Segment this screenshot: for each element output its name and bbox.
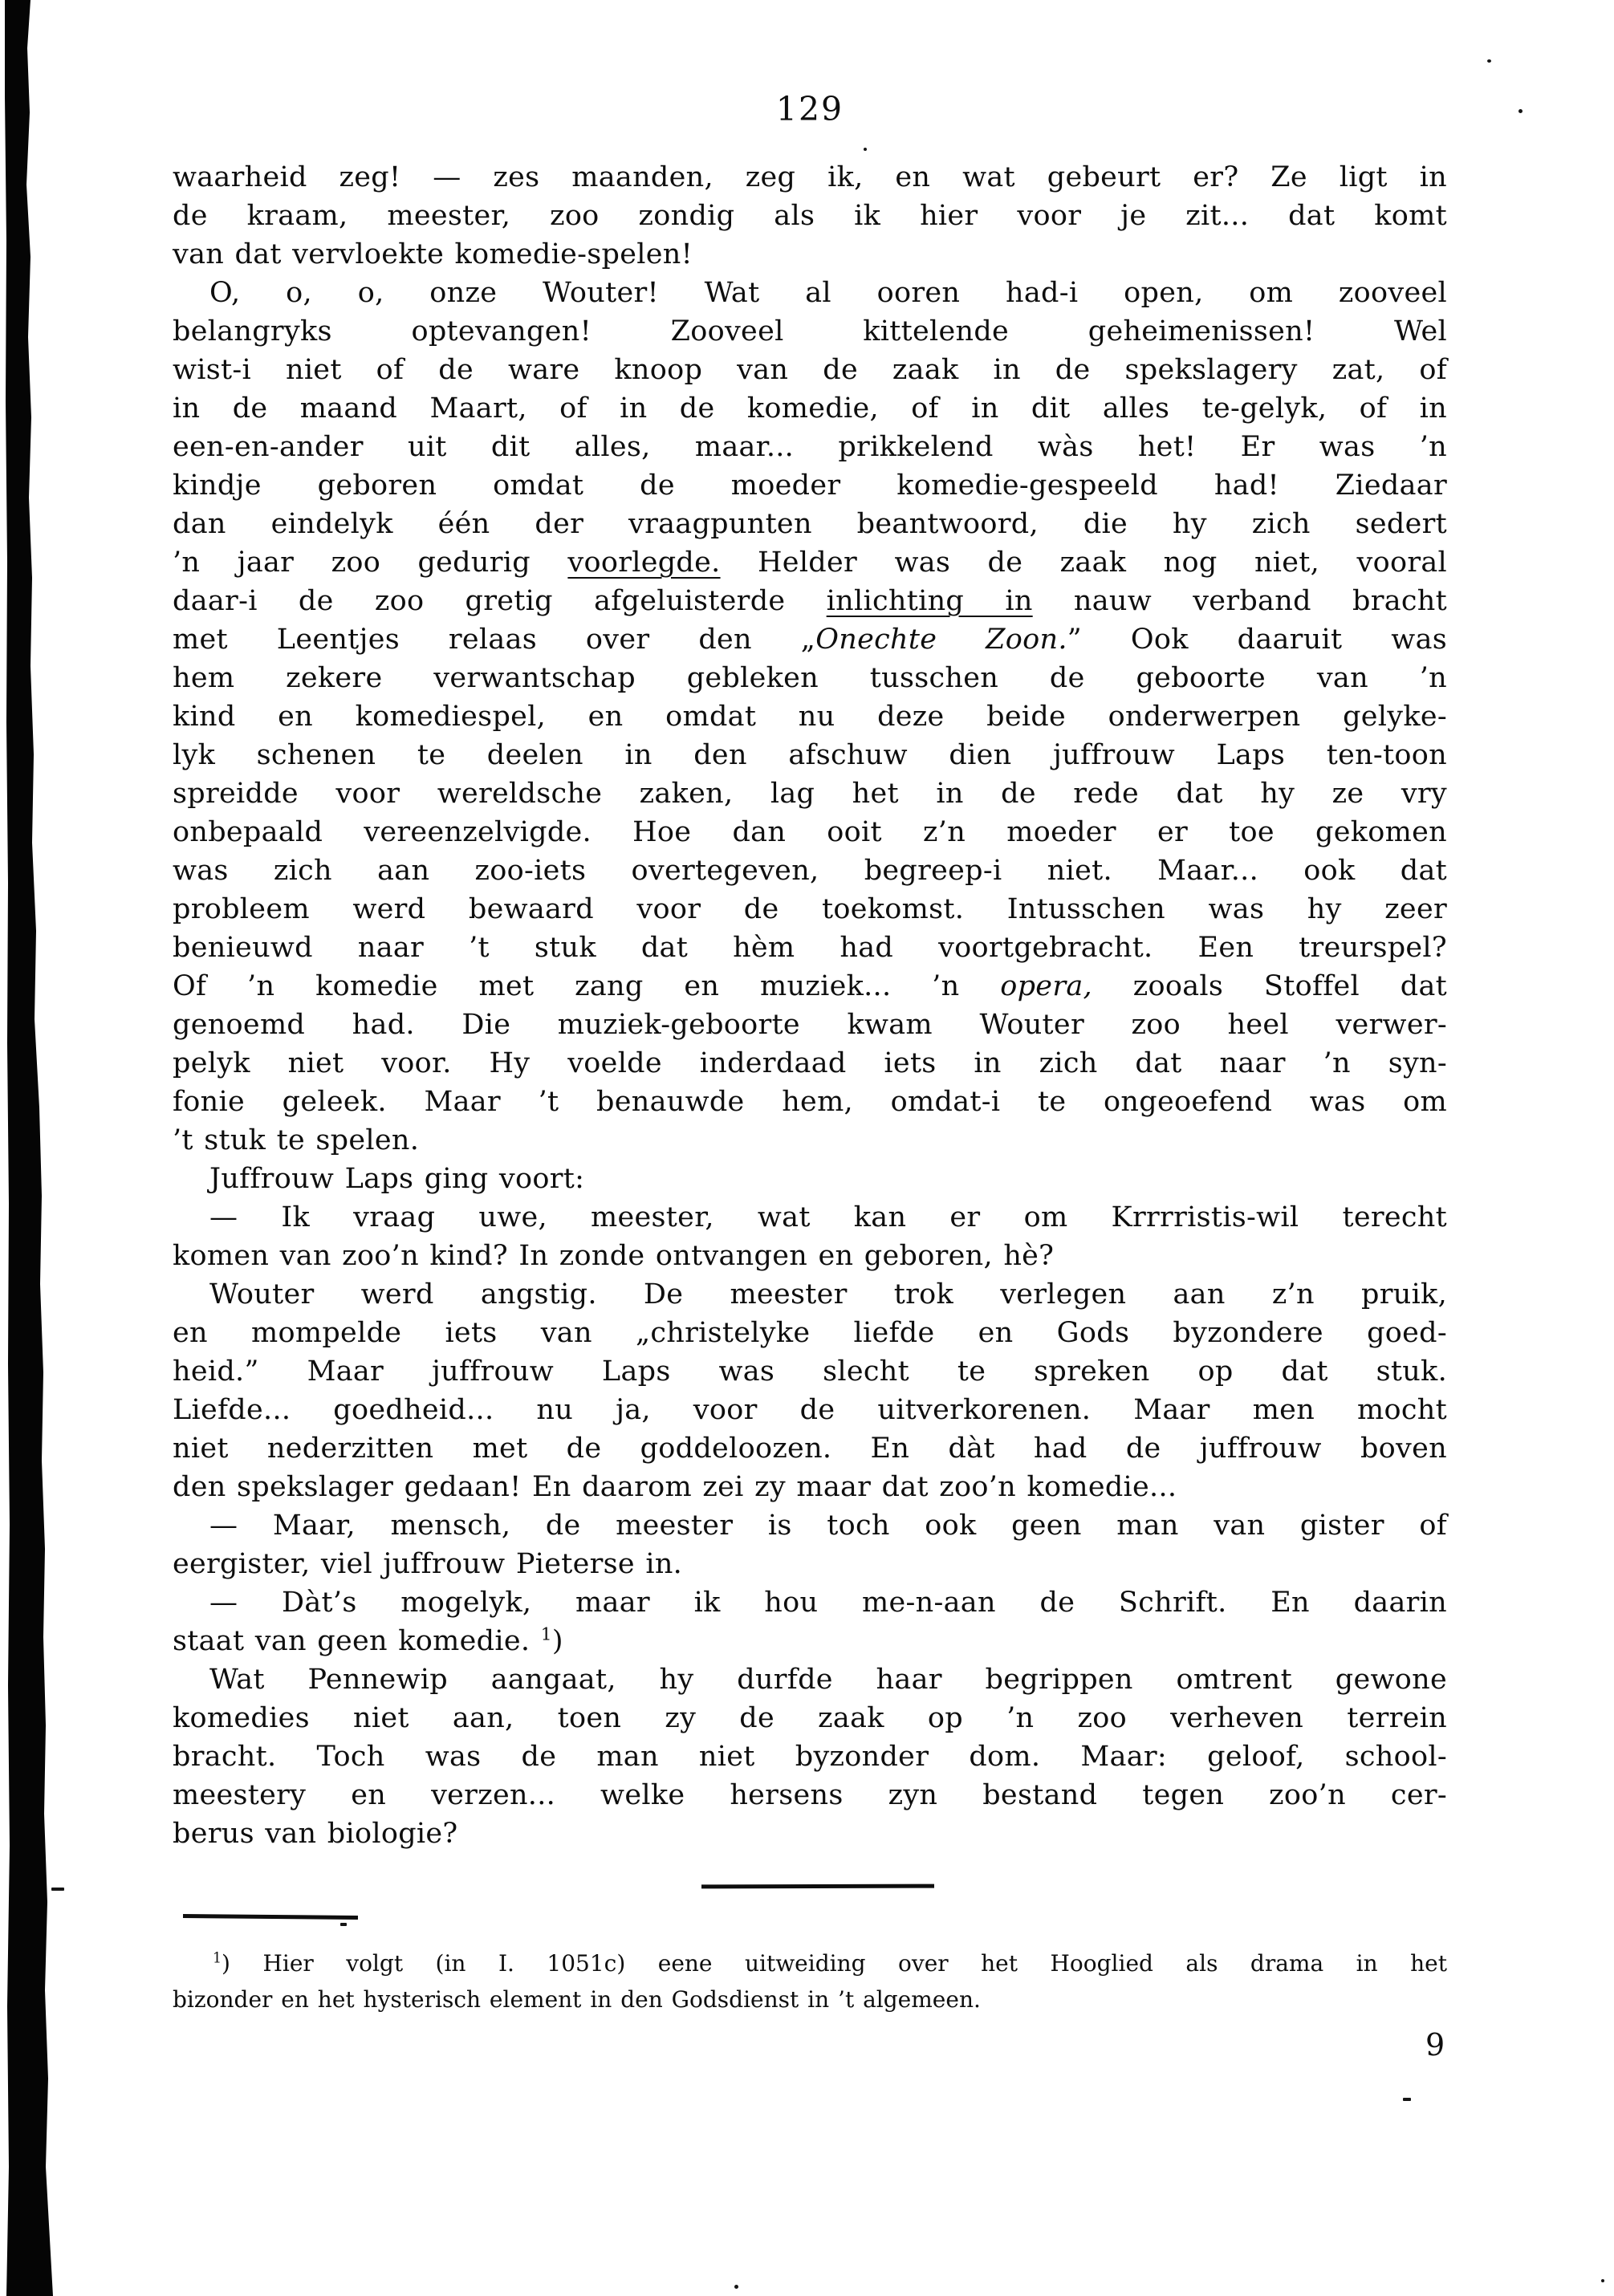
body-text-line: meestery en verzen... welke hersens zyn bestand tegen zoo’n cer- [173, 1779, 1447, 1811]
scan-speck [1518, 109, 1523, 113]
body-text-line: den spekslager gedaan! En daarom zei zy maar dat zoo’n komedie... [173, 1471, 1177, 1503]
scan-speck [1487, 59, 1491, 63]
body-text-line: dan eindelyk één der vraagpunten beantwoord, die hy zich sedert [173, 508, 1447, 540]
scan-speck [734, 2285, 738, 2289]
body-text-line: berus van biologie? [173, 1818, 458, 1850]
body-text-line: Wat Pennewip aangaat, hy durfde haar begrippen omtrent gewone [209, 1664, 1447, 1696]
body-text-line: komen van zoo’n kind? In zonde ontvangen en geboren, hè? [173, 1240, 1055, 1272]
body-text-line: benieuwd naar ’t stuk dat hèm had voortgebracht. Een treurspel? [173, 932, 1447, 964]
footnote-line: $^1$) Hier volgt (in I. 1051c) eene uitweiding over het Hooglied als drama in het [213, 1950, 1447, 1977]
body-text-line: O, o, o, onze Wouter! Wat al ooren had-i open, om zooveel [209, 277, 1447, 309]
page-number: 129 [775, 90, 844, 128]
scan-speck [864, 148, 867, 151]
body-text-line: pelyk niet voor. Hy voelde inderdaad iets in zich dat naar ’n syn- [173, 1047, 1447, 1079]
body-text-line: wist-i niet of de ware knoop van de zaak in de spekslagery zat, of [173, 354, 1447, 386]
body-text-line: een-en-ander uit dit alles, maar... prikkelend wàs het! Er was ’n [173, 431, 1447, 463]
body-text-line: met Leentjes relaas over den „Onechte Zoon.” Ook daaruit was [173, 624, 1447, 656]
signature-mark: 9 [1425, 2027, 1445, 2062]
body-text-line: onbepaald vereenzelvigde. Hoe dan ooit z’n moeder er toe gekomen [173, 816, 1447, 848]
body-text-line: probleem werd bewaard voor de toekomst. Intusschen was hy zeer [173, 893, 1447, 925]
body-text-line: hem zekere verwantschap gebleken tusschen de geboorte van ’n [173, 662, 1447, 694]
body-text-line: was zich aan zoo-iets overtegeven, begreep-i niet. Maar... ook dat [173, 855, 1447, 887]
body-text-line: en mompelde iets van „christelyke liefde en Gods byzondere goed- [173, 1317, 1447, 1349]
section-divider-rule [701, 1884, 934, 1889]
scan-gutter-shadow [0, 0, 64, 2296]
body-text-line: daar-i de zoo gretig afgeluisterde inlichting in nauw verband bracht [173, 585, 1447, 617]
body-text-line: in de maand Maart, of in de komedie, of in dit alles te-gelyk, of in [173, 392, 1447, 425]
body-text-line: waarheid zeg! — zes maanden, zeg ik, en wat gebeurt er? Ze ligt in [173, 161, 1447, 193]
body-text-line: eergister, viel juffrouw Pieterse in. [173, 1548, 683, 1580]
body-text-line: Wouter werd angstig. De meester trok verlegen aan z’n pruik, [209, 1278, 1447, 1311]
body-text-line: niet nederzitten met de goddeloozen. En dàt had de juffrouw boven [173, 1432, 1447, 1465]
body-text [173, 158, 1447, 1853]
body-text-line: komedies niet aan, toen zy de zaak op ’n zoo verheven terrein [173, 1702, 1447, 1734]
footnote-divider-rule [183, 1914, 358, 1920]
scan-speck [51, 1888, 64, 1891]
body-text-line: ’n jaar zoo gedurig voorlegde. Helder was de zaak nog niet, vooral [173, 547, 1448, 579]
body-text-line: — Dàt’s mogelyk, maar ik hou me-n-aan de Schrift. En daarin [209, 1587, 1447, 1619]
body-text-line: ’t stuk te spelen. [173, 1124, 420, 1156]
footnote-line: bizonder en het hysterisch element in den Godsdienst in ’t algemeen. [173, 1986, 981, 2013]
body-text-line: van dat vervloekte komedie-spelen! [173, 238, 693, 270]
body-text-line: — Ik vraag uwe, meester, wat kan er om Krrrristis-wil terecht [209, 1201, 1447, 1233]
body-text-line: genoemd had. Die muziek-geboorte kwam Wouter zoo heel verwer- [173, 1009, 1447, 1041]
body-text-line: heid.” Maar juffrouw Laps was slecht te spreken op dat stuk. [173, 1355, 1447, 1388]
body-text-line: Liefde... goedheid... nu ja, voor de uitverkorenen. Maar men mocht [173, 1394, 1447, 1426]
body-text-line: fonie geleek. Maar ’t benauwde hem, omdat-i te ongeoefend was om [173, 1086, 1447, 1118]
body-text-line: bracht. Toch was de man niet byzonder dom. Maar: geloof, school- [173, 1741, 1447, 1773]
body-text-line: — Maar, mensch, de meester is toch ook geen man van gister of [209, 1510, 1447, 1542]
body-text-line: lyk schenen te deelen in den afschuw dien juffrouw Laps ten-toon [173, 739, 1447, 771]
body-text-line: belangryks optevangen! Zooveel kittelende geheimenissen! Wel [173, 315, 1447, 347]
scan-speck [1403, 2098, 1411, 2101]
body-text-line: staat van geen komedie. $^1$) [173, 1624, 563, 1657]
body-text-line: Juffrouw Laps ging voort: [209, 1163, 585, 1195]
body-text-line: de kraam, meester, zoo zondig als ik hier voor je zit... dat komt [173, 200, 1447, 232]
body-text-line: kindje geboren omdat de moeder komedie-gespeeld had! Ziedaar [173, 469, 1447, 502]
body-text-line: spreidde voor wereldsche zaken, lag het in de rede dat hy ze vry [173, 778, 1447, 810]
body-text-line: kind en komediespel, en omdat nu deze beide onderwerpen gelyke- [173, 701, 1447, 733]
footnote-text [173, 1945, 1447, 2018]
scan-speck [1601, 2279, 1604, 2282]
scan-speck [340, 1923, 347, 1926]
body-text-line: Of ’n komedie met zang en muziek... ’n opera, zooals Stoffel dat [173, 970, 1447, 1002]
